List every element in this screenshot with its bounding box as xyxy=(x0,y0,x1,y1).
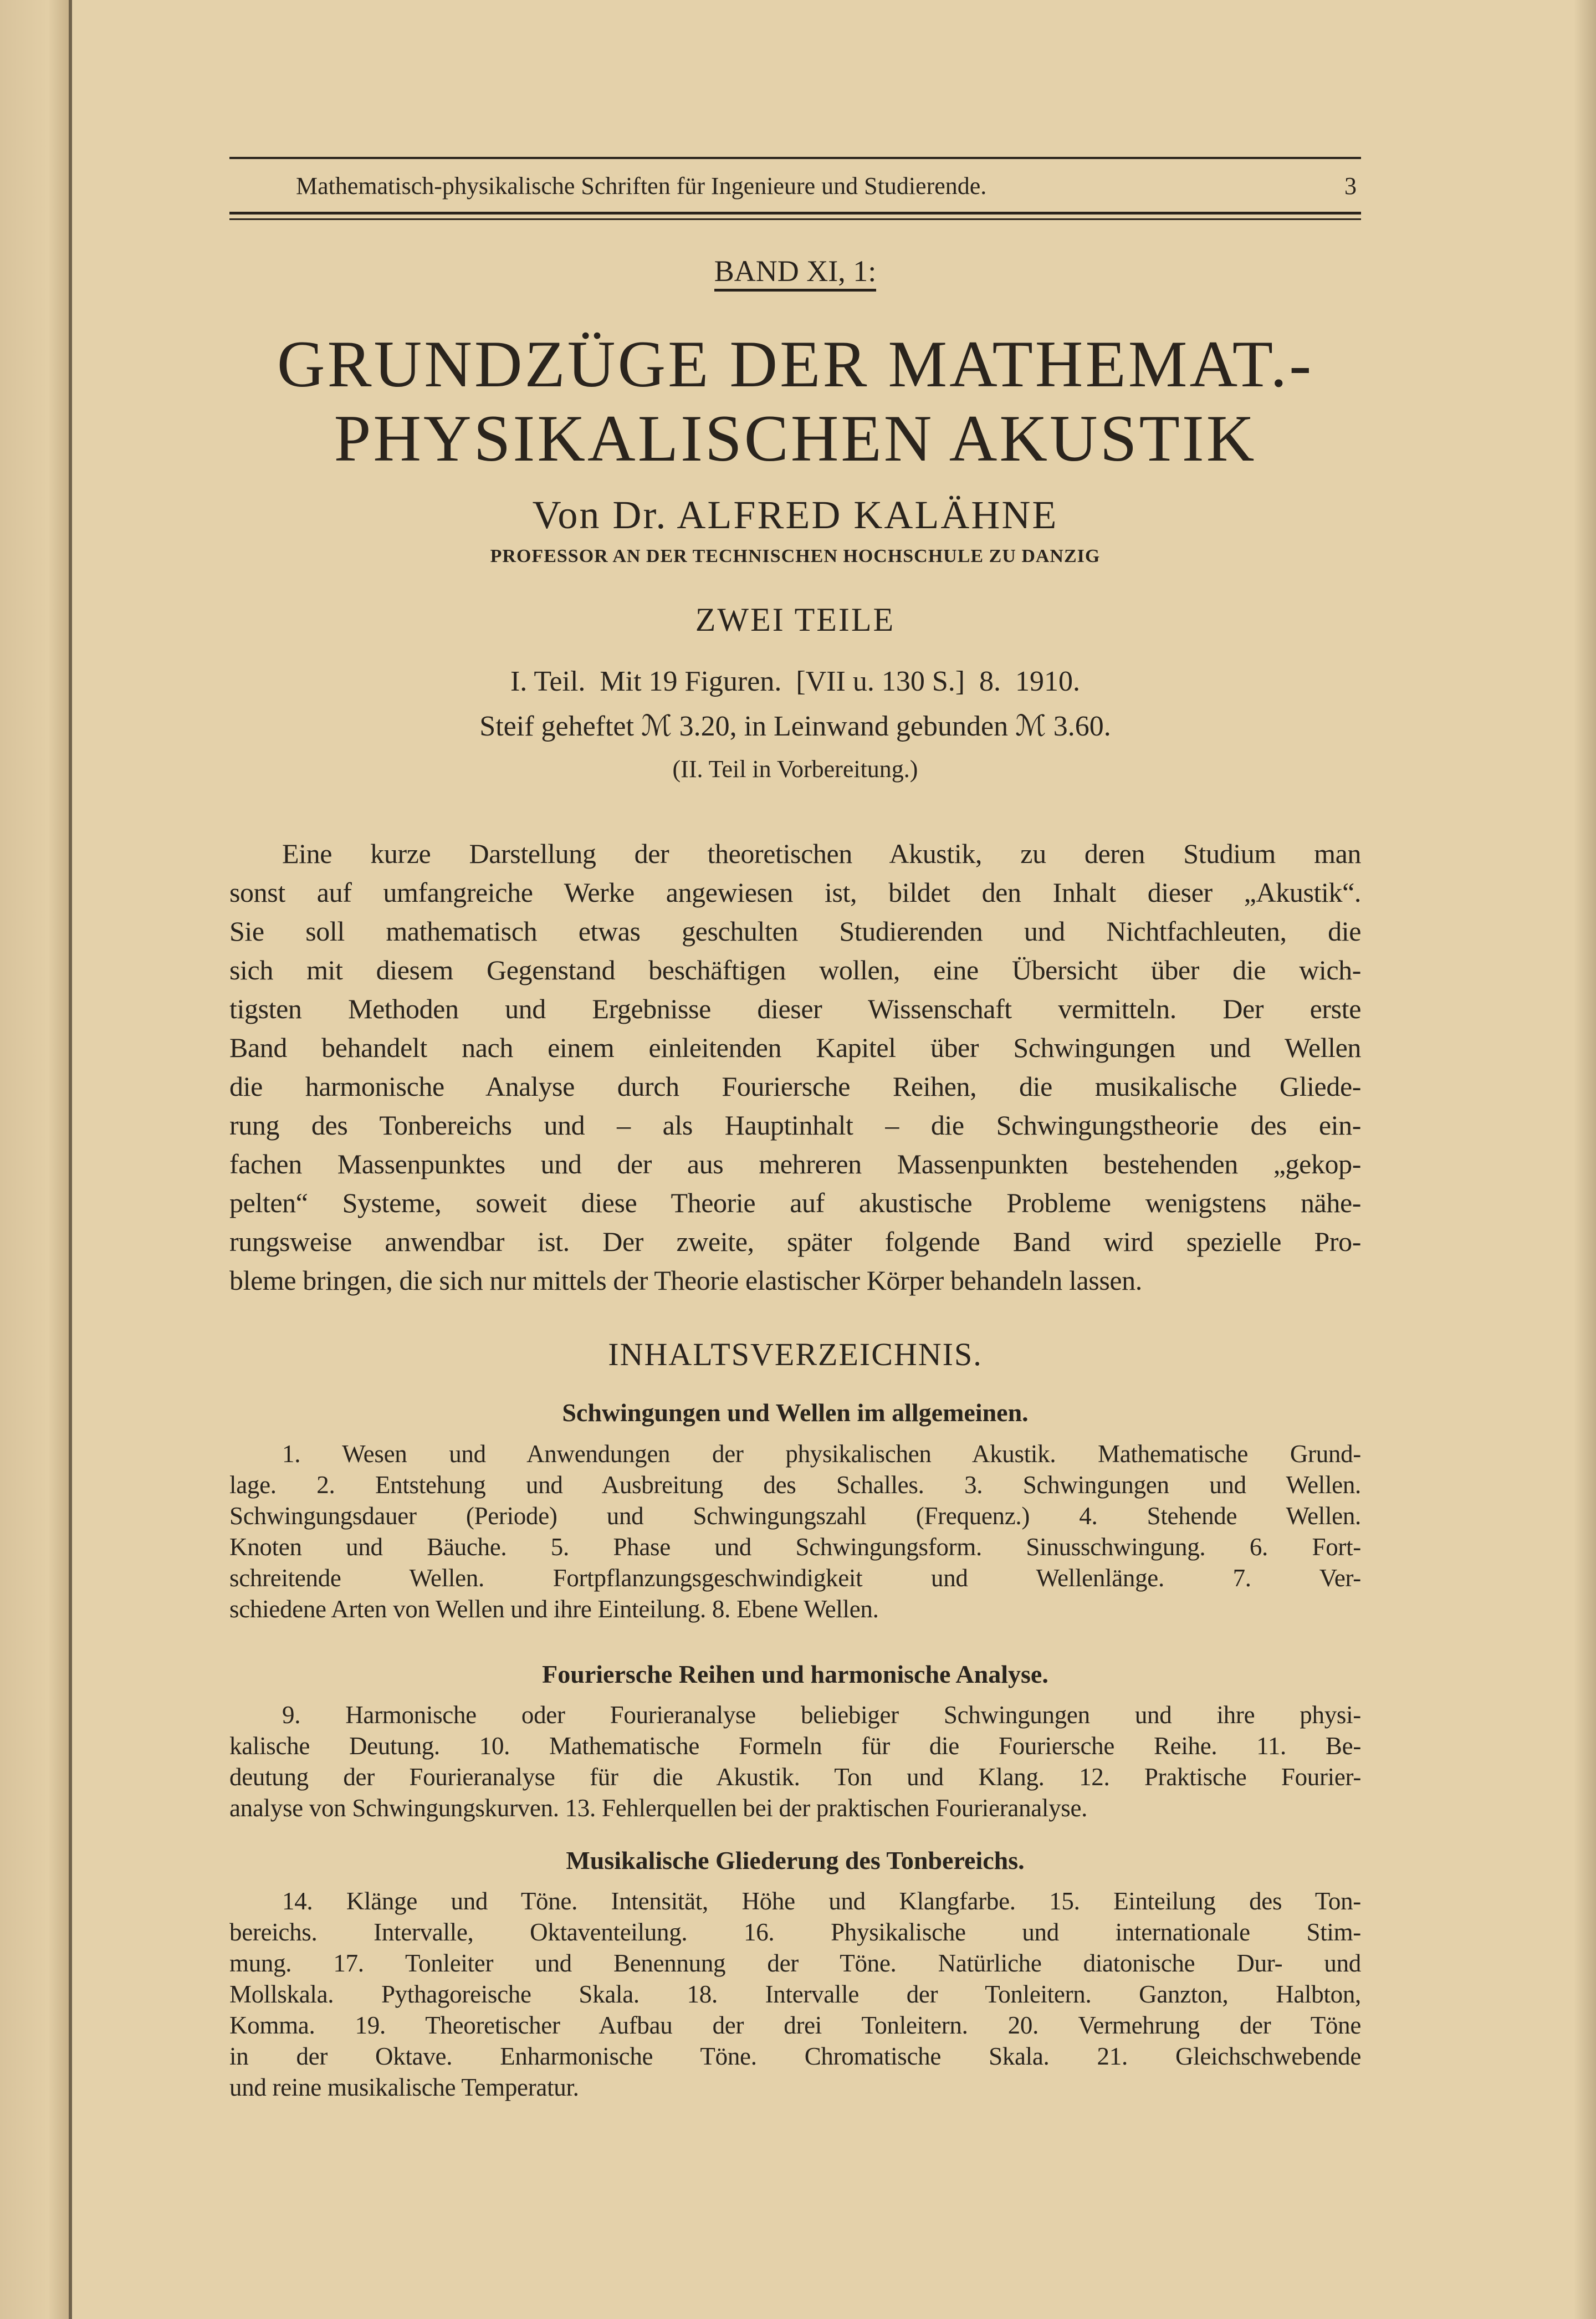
volume-label xyxy=(229,254,1361,288)
page-number: 3 xyxy=(1344,172,1357,200)
text-line: rungsweise anwendbar ist. Der zweite, später folgende Band wird spezielle Pro- xyxy=(229,1226,1361,1257)
header-double-rule-1 xyxy=(229,212,1361,214)
parts-heading: ZWEI TEILE xyxy=(695,601,896,638)
part1-info: I. Teil. Mit 19 Figuren. [VII u. 130 S.] 8. 1910. xyxy=(510,666,1081,697)
toc-section-body xyxy=(229,1438,1361,1625)
toc-section-title: Musikalische Gliederung des Tonbereichs. xyxy=(566,1846,1025,1874)
header-top-rule xyxy=(229,157,1361,159)
text-line: kalische Deutung. 10. Mathematische Formeln für die Fouriersche Reihe. 11. Be- xyxy=(229,1732,1361,1760)
text-line: fachen Massenpunktes und der aus mehreren Massenpunkten bestehenden „gekop- xyxy=(229,1148,1361,1179)
header-double-rule-2 xyxy=(229,218,1361,220)
text-line: deutung der Fourieranalyse für die Akustik. Ton und Klang. 12. Praktische Fourier- xyxy=(229,1763,1361,1791)
price-info: Steif geheftet ℳ 3.20, in Leinwand gebunden ℳ 3.60. xyxy=(479,711,1111,742)
text-line: Mollskala. Pythagoreische Skala. 18. Intervalle der Tonleitern. Ganzton, Halbton, xyxy=(229,1980,1361,2008)
book-title xyxy=(229,327,1361,476)
binding-edge xyxy=(69,0,72,2319)
volume-text: BAND XI, 1: xyxy=(714,254,877,292)
text-line: Knoten und Bäuche. 5. Phase und Schwingungsform. Sinusschwingung. 6. Fort- xyxy=(229,1533,1361,1561)
text-line: sonst auf umfangreiche Werke angewiesen ist, bildet den Inhalt dieser „Akustik“. xyxy=(229,877,1361,908)
toc-section-title: Fouriersche Reihen und harmonische Analyse. xyxy=(542,1660,1048,1688)
text-line: die harmonische Analyse durch Fouriersche Reihen, die musikalische Gliede- xyxy=(229,1071,1361,1102)
text-line: bleme bringen, die sich nur mittels der Theorie elastischer Körper behandeln lassen. xyxy=(229,1265,1142,1296)
text-line: schreitende Wellen. Fortpflanzungsgeschwindigkeit und Wellenlänge. 7. Ver- xyxy=(229,1564,1361,1592)
page-spine xyxy=(0,0,69,2319)
toc-section-body xyxy=(229,1886,1361,2103)
author: Von Dr. ALFRED KALÄHNE xyxy=(532,493,1058,537)
page-edge-shadow xyxy=(1574,0,1596,2319)
text-line: Sie soll mathematisch etwas geschulten Studierenden und Nichtfachleuten, die xyxy=(229,916,1361,947)
text-line: mung. 17. Tonleiter und Benennung der Töne. Natürliche diatonische Dur- und xyxy=(229,1949,1361,1977)
text-line: Schwingungsdauer (Periode) und Schwingungszahl (Frequenz.) 4. Stehende Wellen. xyxy=(229,1502,1361,1530)
text-line: in der Oktave. Enharmonische Töne. Chromatische Skala. 21. Gleichschwebende xyxy=(229,2042,1361,2070)
description-paragraph xyxy=(229,834,1361,1300)
running-header-title: Mathematisch-physikalische Schriften für Ingenieure und Studierende. xyxy=(296,172,987,200)
author-affiliation: PROFESSOR AN DER TECHNISCHEN HOCHSCHULE ZU DANZIG xyxy=(490,546,1101,566)
text-line: 1. Wesen und Anwendungen der physikalischen Akustik. Mathematische Grund- xyxy=(282,1440,1361,1468)
text-line: lage. 2. Entstehung und Ausbreitung des Schalles. 3. Schwingungen und Wellen. xyxy=(229,1471,1361,1499)
text-line: und reine musikalische Temperatur. xyxy=(229,2073,579,2101)
text-line: 14. Klänge und Töne. Intensität, Höhe und Klangfarbe. 15. Einteilung des Ton- xyxy=(282,1887,1361,1915)
text-line: tigsten Methoden und Ergebnisse dieser Wissenschaft vermitteln. Der erste xyxy=(229,993,1361,1024)
text-line: schiedene Arten von Wellen und ihre Einteilung. 8. Ebene Wellen. xyxy=(229,1595,879,1623)
toc-section-body xyxy=(229,1699,1361,1823)
text-line: rung des Tonbereichs und – als Hauptinhalt – die Schwingungstheorie des ein- xyxy=(229,1110,1361,1141)
text-line: 9. Harmonische oder Fourieranalyse beliebiger Schwingungen und ihre physi- xyxy=(282,1701,1361,1729)
part2-note: (II. Teil in Vorbereitung.) xyxy=(672,755,918,783)
text-line: pelten“ Systeme, soweit diese Theorie auf akustische Probleme wenigstens nähe- xyxy=(229,1187,1361,1218)
title-line-2: PHYSIKALISCHEN AKUSTIK xyxy=(334,401,1257,475)
text-line: bereichs. Intervalle, Oktaventeilung. 16. Physikalische und internationale Stim- xyxy=(229,1918,1361,1946)
text-line: Komma. 19. Theoretischer Aufbau der drei Tonleitern. 20. Vermehrung der Töne xyxy=(229,2011,1361,2039)
text-line: Band behandelt nach einem einleitenden Kapitel über Schwingungen und Wellen xyxy=(229,1032,1361,1063)
text-line: Eine kurze Darstellung der theoretischen Akustik, zu deren Studium man xyxy=(282,838,1361,869)
text-line: sich mit diesem Gegenstand beschäftigen wollen, eine Übersicht über die wich- xyxy=(229,954,1361,985)
toc-heading: INHALTSVERZEICHNIS. xyxy=(608,1336,983,1372)
toc-section-title: Schwingungen und Wellen im allgemeinen. xyxy=(562,1398,1029,1427)
title-line-1: GRUNDZÜGE DER MATHEMAT.- xyxy=(277,327,1314,401)
text-line: analyse von Schwingungskurven. 13. Fehlerquellen bei der praktischen Fourieranalyse. xyxy=(229,1794,1088,1822)
